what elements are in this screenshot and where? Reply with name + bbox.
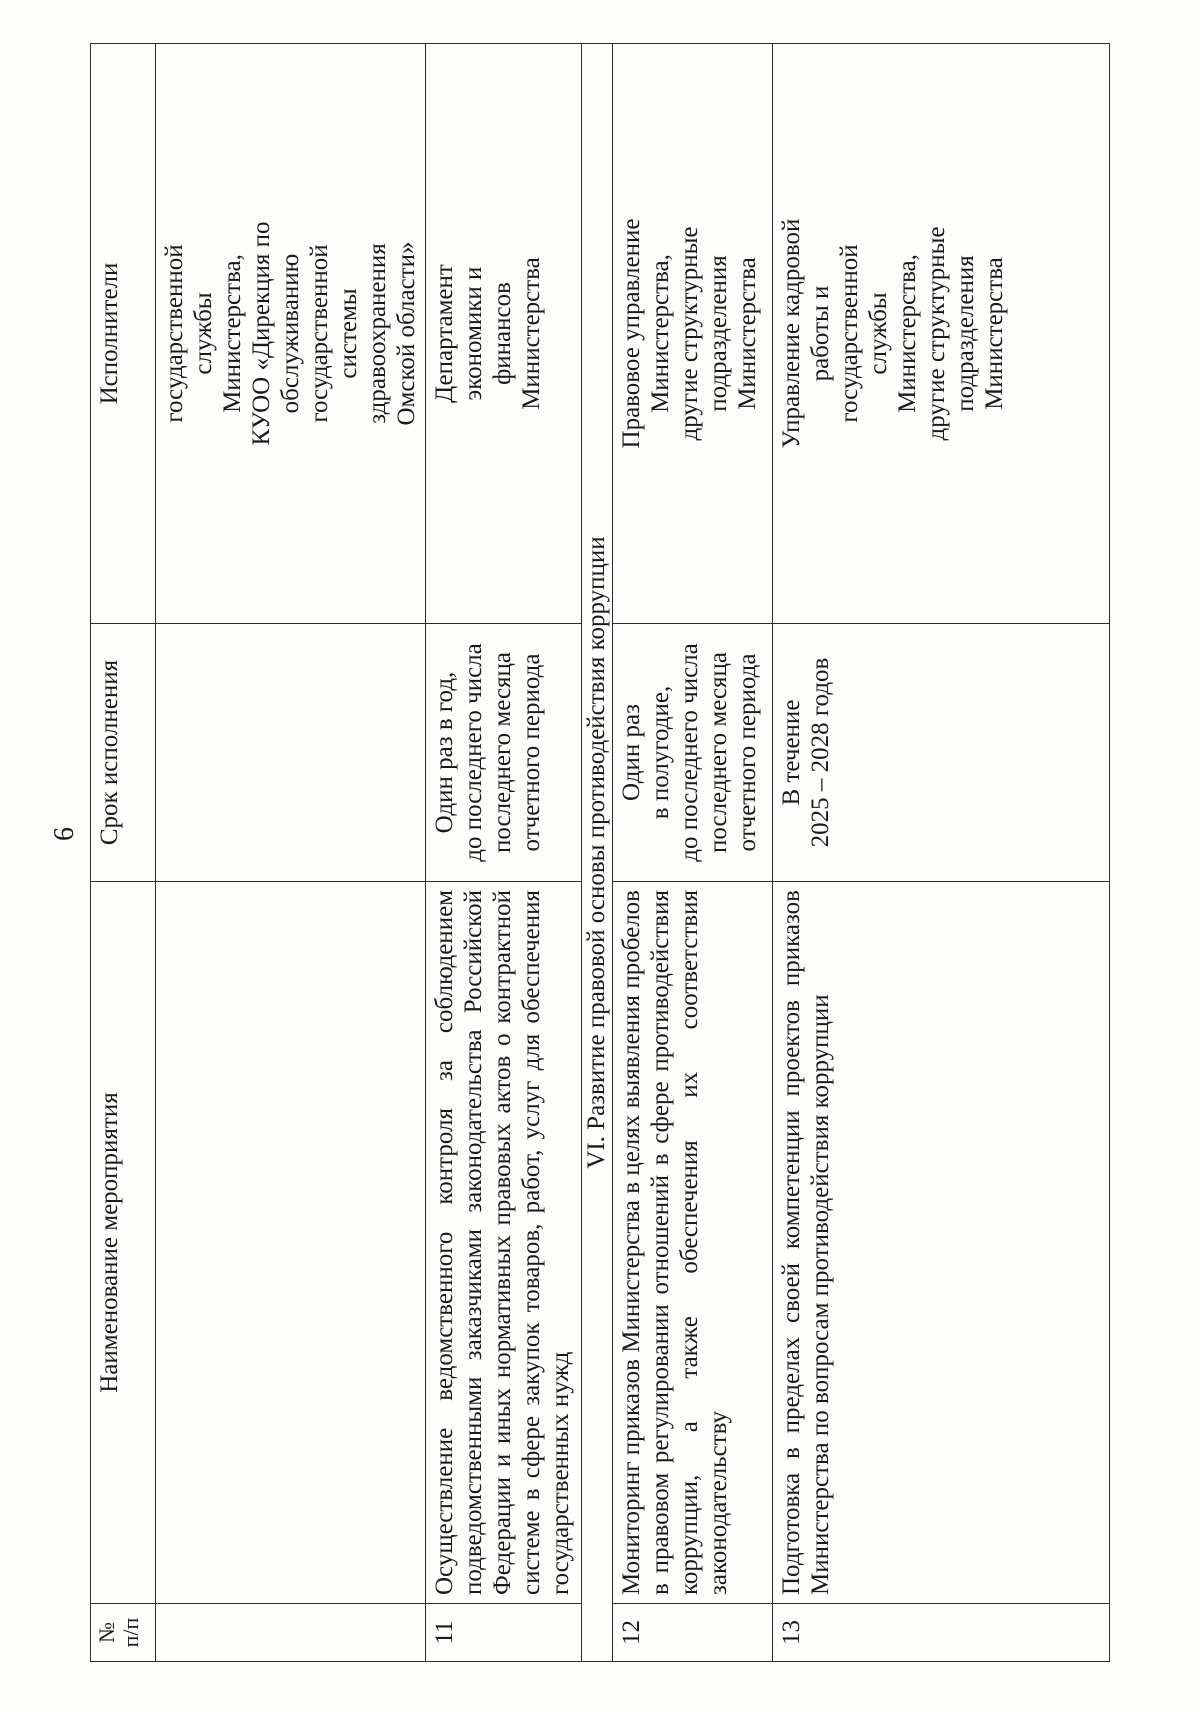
measures-table [90, 43, 1110, 1662]
table-row-continuation [156, 44, 426, 1662]
cell-num-12: 12 [613, 1604, 773, 1662]
cell-exec-13: Управление кадровой работы и государственной службы Министерства, другие структурные подразделения Министерства [773, 44, 1110, 624]
cell-num-11: 11 [426, 1604, 582, 1662]
cell-date-12: Один раз в полугодие, до последнего числа последнего месяца отчетного периода [613, 624, 773, 882]
measures-table-rotated [90, 44, 1110, 1662]
table-row-12 [613, 44, 773, 1662]
section-title-6: VI. Развитие правовой основы противодействия коррупции [582, 44, 613, 1662]
cell-exec-11: Департамент экономики и финансов Министерства [426, 44, 582, 624]
table-row-13 [773, 44, 1110, 1662]
section-row-6 [582, 44, 613, 1662]
header-exec: Исполнители [91, 44, 156, 624]
cell-name-13: Подготовка в пределах своей компетенции проектов приказов Министерства по вопросам противодействия коррупции [773, 882, 1110, 1604]
header-name: Наименование мероприятия [91, 882, 156, 1604]
cell-date-empty [156, 624, 426, 882]
table-row-11 [426, 44, 582, 1662]
header-num: № п/п [91, 1604, 156, 1662]
table-header-row [91, 44, 156, 1662]
cell-name-11: Осуществление ведомственного контроля за соблюдением подведомственными заказчиками законодательства Российской Федерации и иных нормативных правовых актов о контрактной системе в сфере закупок товаров, работ, услуг для обеспечения государственных нужд [426, 882, 582, 1604]
cell-exec-continuation: государственной службы Министерства, КУОО «Дирекция по обслуживанию государственной системы здравоохранения Омской области» [156, 44, 426, 624]
cell-date-11: Один раз в год, до последнего числа последнего месяца отчетного периода [426, 624, 582, 882]
cell-exec-12: Правовое управление Министерства, другие структурные подразделения Министерства [613, 44, 773, 624]
cell-date-13: В течение 2025 – 2028 годов [773, 624, 1110, 882]
cell-num-13: 13 [773, 1604, 1110, 1662]
header-date: Срок исполнения [91, 624, 156, 882]
cell-num-empty [156, 1604, 426, 1662]
cell-name-12: Мониторинг приказов Министерства в целях выявления пробелов в правовом регулировании отношений в сфере противодействия коррупции, а также обеспечения их соответствия законодательству [613, 882, 773, 1604]
page-number: 6 [49, 827, 80, 841]
cell-name-empty [156, 882, 426, 1604]
